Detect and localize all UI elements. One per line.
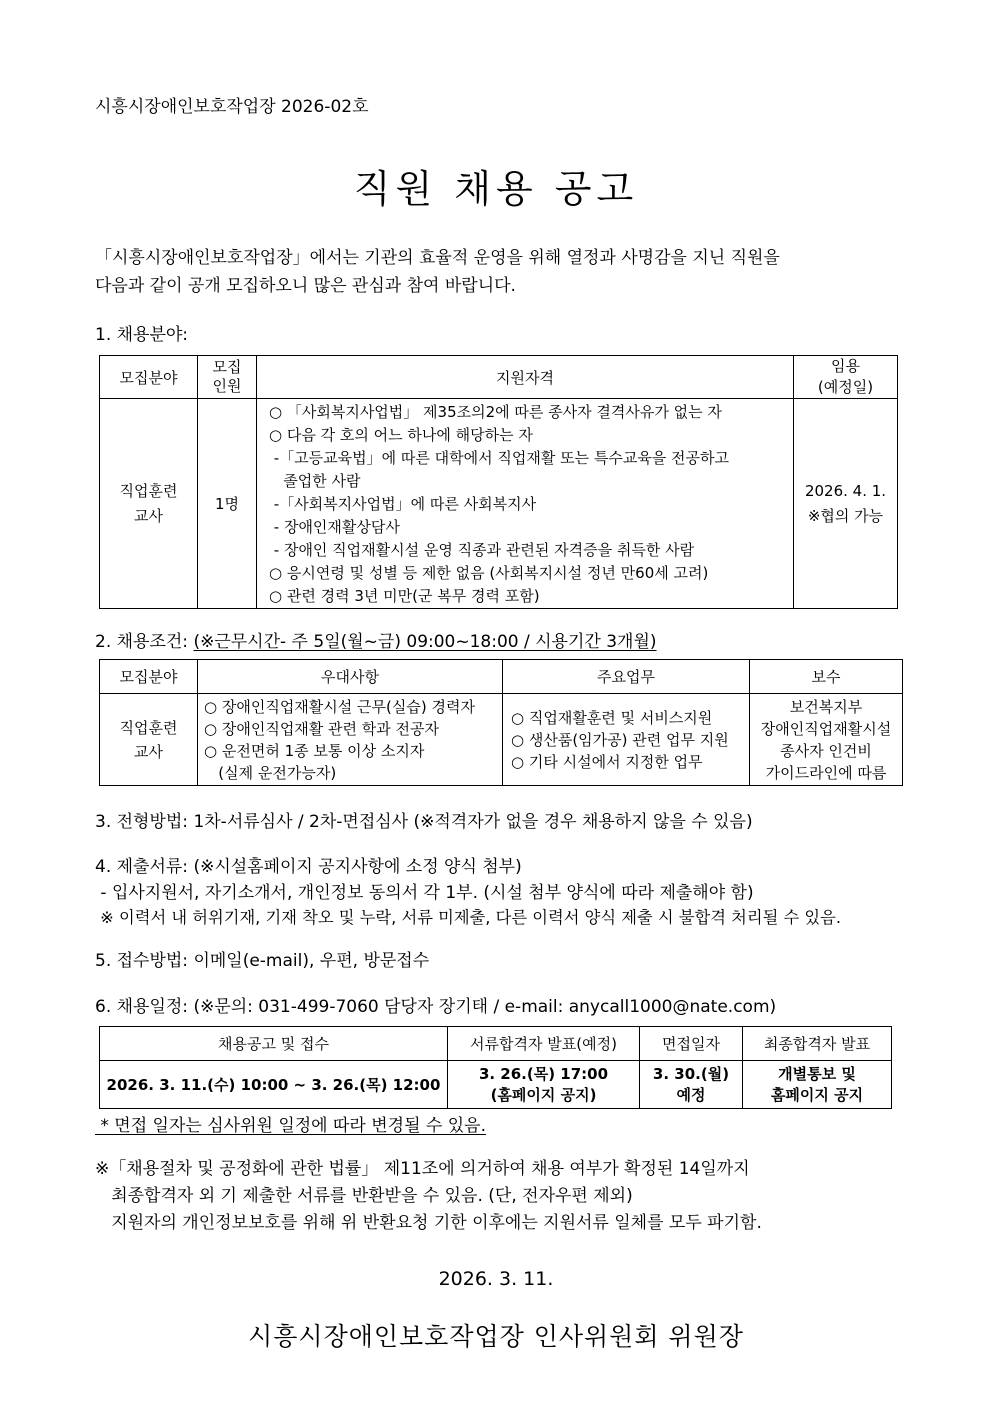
section3-heading: 3. 전형방법: 1차-서류심사 / 2차-면접심사 (※적격자가 없을 경우 채용하지 않을 수 있음)	[95, 812, 753, 832]
header-qualification: 지원자격	[257, 356, 794, 399]
table-header-row	[100, 356, 898, 399]
interview-note: * 면접 일자는 심사위원 일정에 따라 변경될 수 있음.	[95, 1116, 486, 1136]
section4-heading: 4. 제출서류: (※시설홈페이지 공지사항에 소정 양식 첨부)	[95, 857, 522, 877]
preference-line: (실제 운전가능자)	[204, 763, 337, 782]
document-return-notice	[95, 1156, 762, 1237]
header-appointment: 임용 (예정일)	[794, 356, 898, 399]
notice-line: ※「채용절차 및 공정화에 관한 법률」 제11조에 의거하여 채용 여부가 확정된 14일까지	[95, 1159, 750, 1179]
notice-line: 최종합격자 외 기 제출한 서류를 반환받을 수 있음. (단, 전자우편 제외)	[95, 1186, 633, 1206]
page-title: 직원 채용 공고	[353, 167, 639, 211]
header-final: 최종합격자 발표	[743, 1027, 892, 1061]
header-count: 모집 인원	[198, 356, 257, 399]
table-header-row	[100, 660, 903, 694]
signature: 시흥시장애인보호작업장 인사위원회 위원장	[248, 1322, 744, 1351]
duty-line: ○ 생산품(임가공) 관련 업무 지원	[511, 730, 729, 749]
cell-pay: 보건복지부 장애인직업재활시설 종사자 인건비 가이드라인에 따름	[750, 694, 903, 786]
cell-qualifications	[257, 399, 794, 609]
preference-line: ○ 장애인직업재활 관련 학과 전공자	[204, 719, 440, 738]
cell-appointment: 2026. 4. 1. ※협의 가능	[794, 399, 898, 609]
cell-doc-result: 3. 26.(목) 17:00 (홈페이지 공지)	[448, 1061, 640, 1109]
header-preferences: 우대사항	[198, 660, 503, 694]
section5-heading: 5. 접수방법: 이메일(e-mail), 우편, 방문접수	[95, 951, 430, 971]
header-notice: 채용공고 및 접수	[100, 1027, 448, 1061]
qualification-line: -「사회복지사업법」에 따른 사회복지사	[269, 495, 537, 513]
schedule-table	[99, 1026, 892, 1109]
qualification-line: ○ 응시연령 및 성별 등 제한 없음 (사회복지시설 정년 만60세 고려)	[269, 564, 709, 582]
section6-heading: 6. 채용일정: (※문의: 031-499-7060 담당자 장기태 / e-mail: anycall1000@nate.com)	[95, 997, 777, 1017]
qualification-line: ○ 「사회복지사업법」 제35조의2에 따른 종사자 결격사유가 없는 자	[269, 403, 722, 421]
header-pay: 보수	[750, 660, 903, 694]
section1-heading: 1. 채용분야:	[95, 325, 189, 345]
qualification-line: ○ 관련 경력 3년 미만(군 복무 경력 포함)	[269, 587, 540, 605]
table-row	[100, 399, 898, 609]
cell-field: 직업훈련 교사	[100, 694, 198, 786]
qualification-line: -「고등교육법」에 따른 대학에서 직업재활 또는 특수교육을 전공하고	[269, 449, 730, 467]
document-number: 시흥시장애인보호작업장 2026-02호	[95, 97, 369, 117]
cell-interview: 3. 30.(월) 예정	[640, 1061, 743, 1109]
intro-line: 「시흥시장애인보호작업장」에서는 기관의 효율적 운영을 위해 열정과 사명감을 지닌 직원을	[95, 248, 780, 268]
qualification-line: ○ 다음 각 호의 어느 하나에 해당하는 자	[269, 426, 533, 444]
duty-line: ○ 직업재활훈련 및 서비스지원	[511, 708, 713, 727]
cell-notice-period: 2026. 3. 11.(수) 10:00 ~ 3. 26.(목) 12:00	[100, 1061, 448, 1109]
qualification-line: 졸업한 사람	[269, 472, 361, 490]
recruitment-field-table	[99, 355, 898, 609]
cell-count: 1명	[198, 399, 257, 609]
intro-paragraph	[95, 244, 780, 300]
working-hours-note: (※근무시간- 주 5일(월~금) 09:00~18:00 / 시용기간 3개월)	[193, 632, 657, 652]
header-field: 모집분야	[100, 356, 198, 399]
header-interview: 면접일자	[640, 1027, 743, 1061]
submission-documents: - 입사지원서, 자기소개서, 개인정보 동의서 각 1부. (시설 첨부 양식에 따라 제출해야 함)	[95, 883, 754, 903]
header-doc-result: 서류합격자 발표(예정)	[448, 1027, 640, 1061]
header-field: 모집분야	[100, 660, 198, 694]
table-row	[100, 694, 903, 786]
table-header-row	[100, 1027, 892, 1061]
submission-warning: ※ 이력서 내 허위기재, 기재 착오 및 누락, 서류 미제출, 다른 이력서 양식 제출 시 불합격 처리될 수 있음.	[95, 908, 842, 927]
section2-heading: 2. 채용조건: (※근무시간- 주 5일(월~금) 09:00~18:00 / 시용기간 3개월)	[95, 632, 657, 652]
intro-line: 다음과 같이 공개 모집하오니 많은 관심과 참여 바랍니다.	[95, 276, 516, 296]
employment-conditions-table	[99, 659, 903, 786]
cell-duties	[503, 694, 750, 786]
notice-line: 지원자의 개인정보보호를 위해 위 반환요청 기한 이후에는 지원서류 일체를 모두 파기함.	[95, 1213, 762, 1233]
preference-line: ○ 장애인직업재활시설 근무(실습) 경력자	[204, 697, 475, 716]
qualification-line: - 장애인재활상담사	[269, 518, 400, 536]
cell-field: 직업훈련 교사	[100, 399, 198, 609]
preference-line: ○ 운전면허 1종 보통 이상 소지자	[204, 741, 425, 760]
cell-final: 개별통보 및 홈페이지 공지	[743, 1061, 892, 1109]
cell-preferences	[198, 694, 503, 786]
header-duties: 주요업무	[503, 660, 750, 694]
table-row	[100, 1061, 892, 1109]
announcement-date: 2026. 3. 11.	[438, 1268, 554, 1290]
duty-line: ○ 기타 시설에서 지정한 업무	[511, 752, 703, 771]
qualification-line: - 장애인 직업재활시설 운영 직종과 관련된 자격증을 취득한 사람	[269, 541, 695, 559]
